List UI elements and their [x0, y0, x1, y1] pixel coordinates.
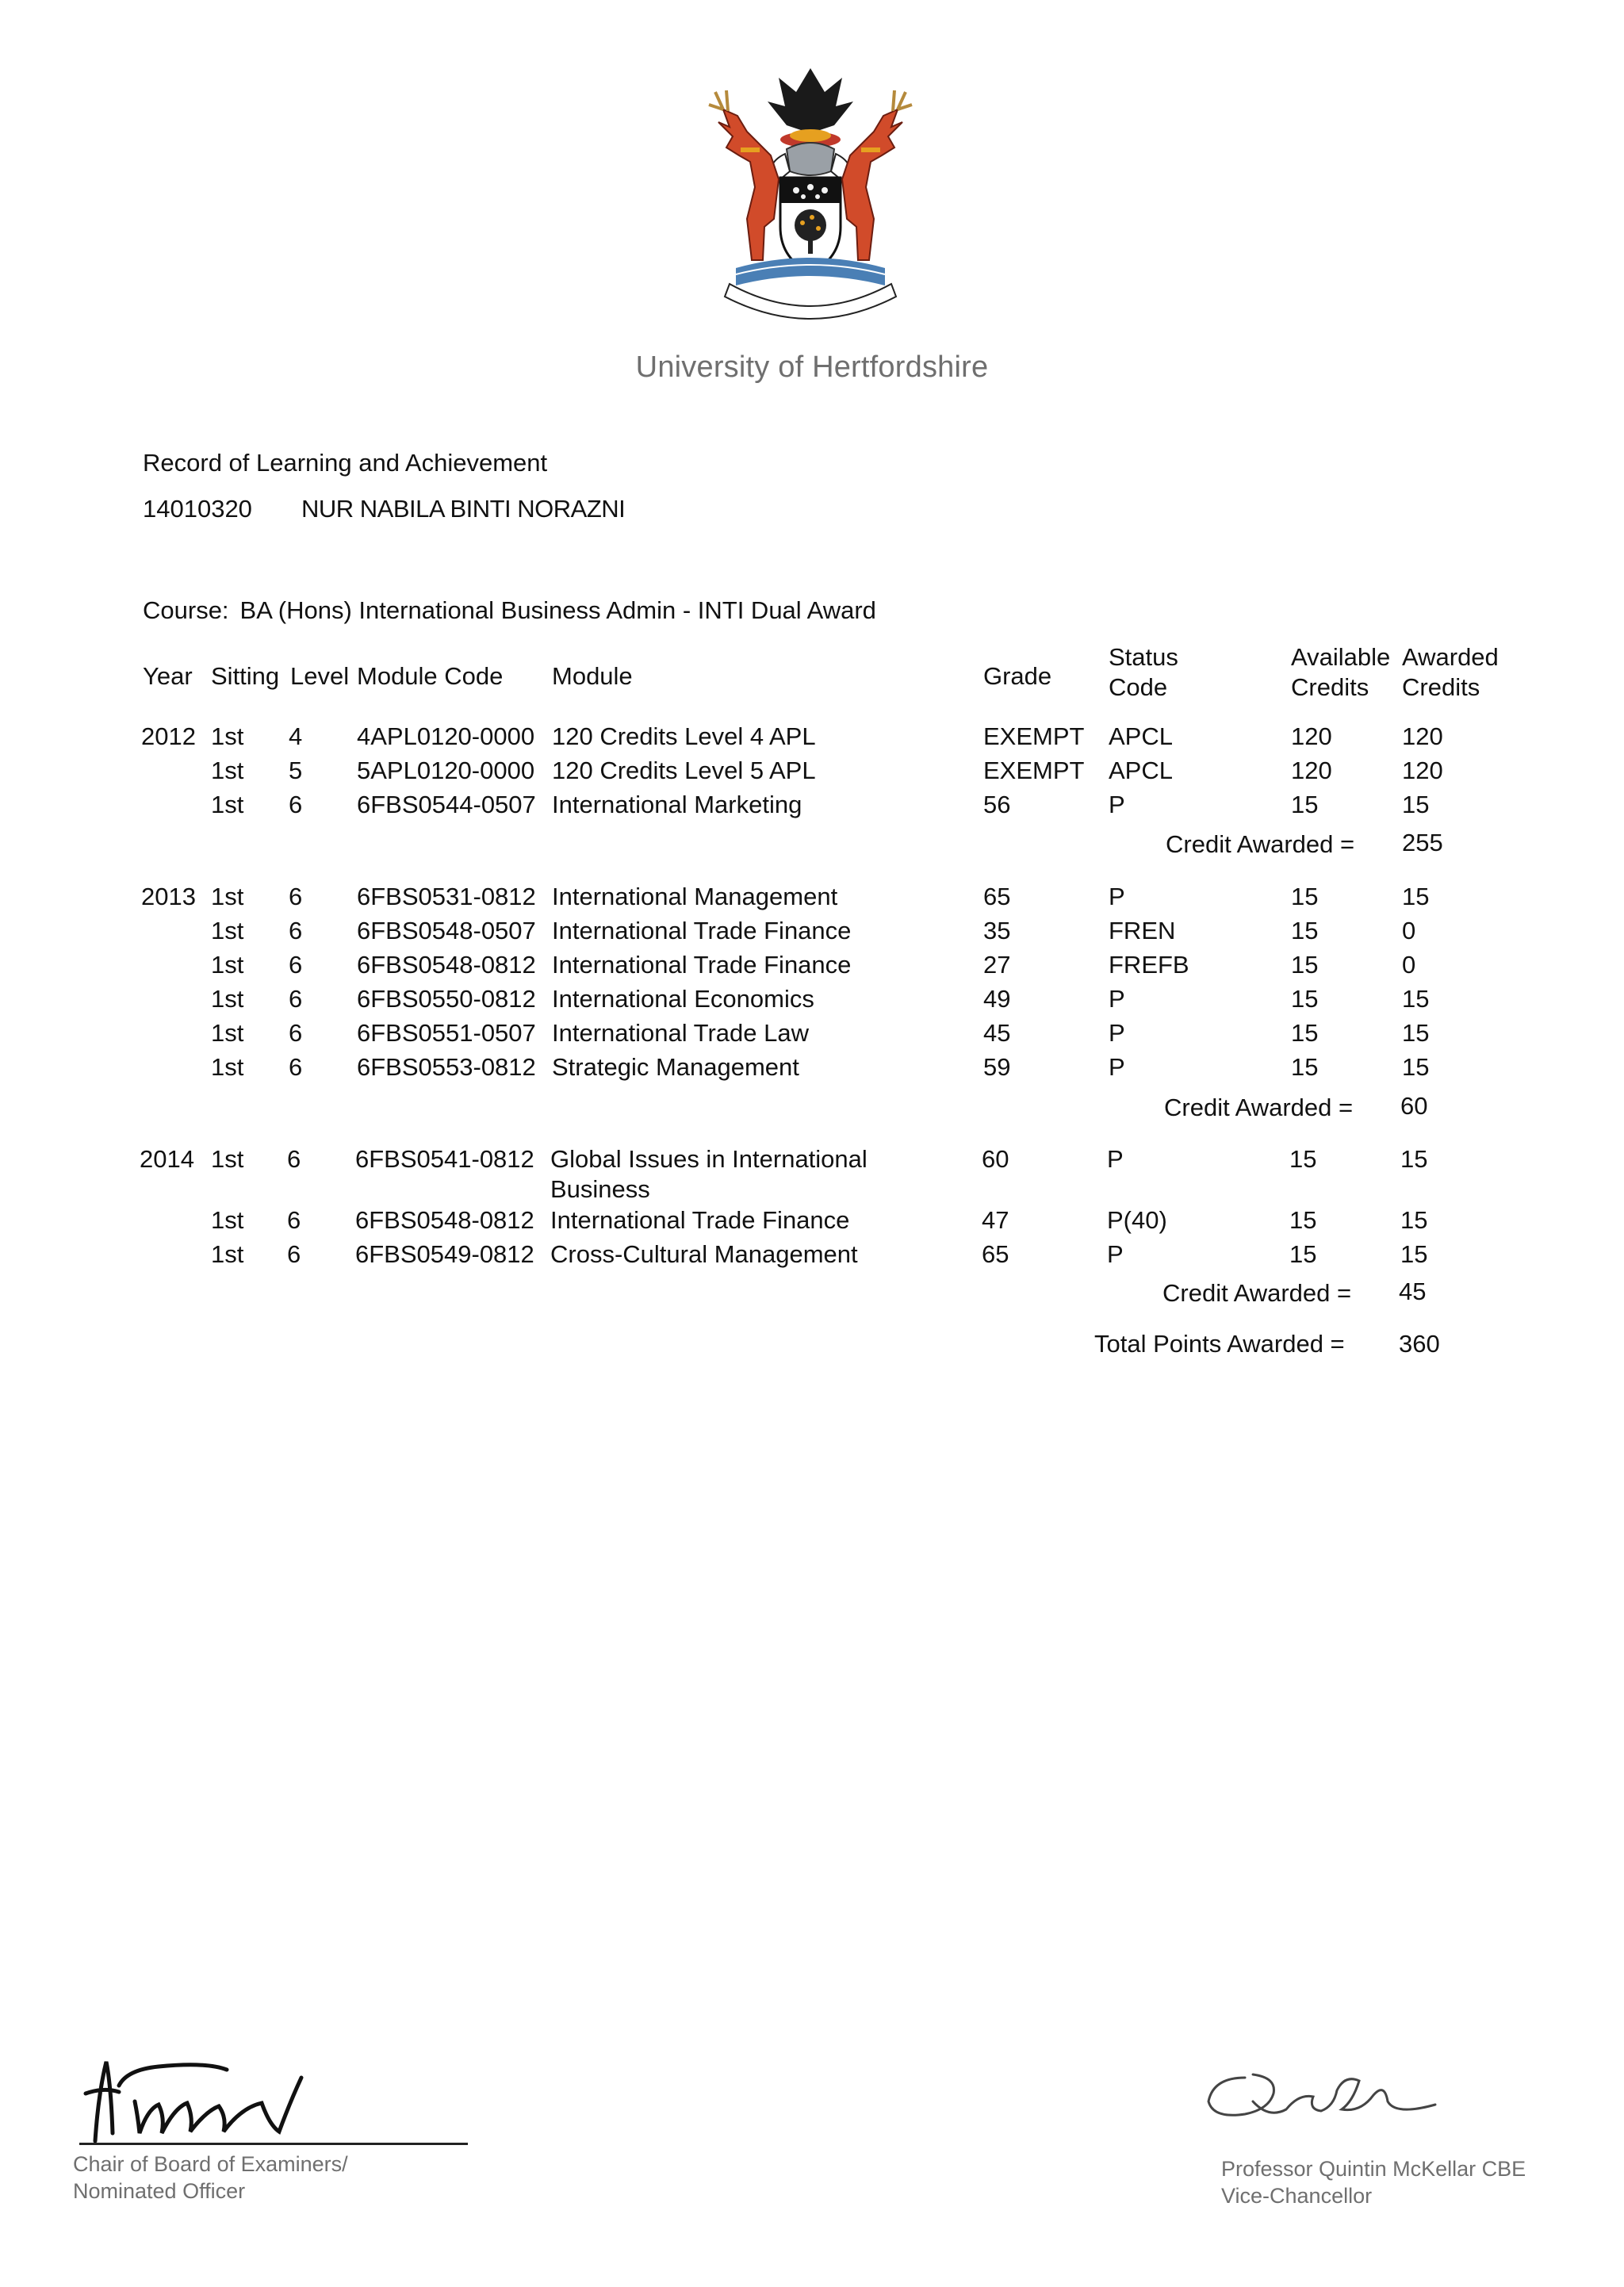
year-2014-label: 2014	[140, 1145, 194, 1173]
cell-status: P	[1109, 1019, 1125, 1047]
cell-module: 120 Credits Level 5 APL	[552, 757, 816, 784]
cell-module-code: 6FBS0548-0812	[357, 951, 536, 979]
credit-awarded-label-2014: Credit Awarded =	[1162, 1279, 1352, 1307]
cell-status: APCL	[1109, 757, 1173, 784]
vice-chancellor-title: Vice-Chancellor	[1221, 2184, 1373, 2208]
header-available-line1: Available	[1291, 643, 1391, 671]
cell-status: FREN	[1109, 917, 1176, 944]
cell-module-code: 6FBS0544-0507	[357, 791, 536, 818]
header-module-code: Module Code	[357, 662, 504, 690]
header-grade: Grade	[983, 662, 1052, 690]
examiner-caption-line2: Nominated Officer	[73, 2179, 246, 2203]
cell-sitting: 1st	[211, 883, 244, 910]
document-title: Record of Learning and Achievement	[143, 449, 548, 477]
cell-grade: 45	[983, 1019, 1011, 1047]
cell-sitting: 1st	[211, 722, 244, 750]
cell-module-code: 6FBS0549-0812	[355, 1240, 534, 1268]
cell-status: P	[1109, 791, 1125, 818]
cell-sitting: 1st	[211, 985, 244, 1013]
header-awarded-line1: Awarded	[1402, 643, 1499, 671]
cell-status: P	[1107, 1145, 1124, 1173]
cell-grade: 56	[983, 791, 1011, 818]
cell-level: 6	[289, 1019, 303, 1047]
cell-awarded-credits: 15	[1400, 1240, 1428, 1268]
cell-module: International Trade Finance	[552, 951, 852, 979]
cell-awarded-credits: 120	[1402, 722, 1443, 750]
examiner-signature	[71, 2038, 484, 2157]
vice-chancellor-caption	[1221, 2155, 1526, 2209]
header-status-line1: Status	[1109, 643, 1178, 671]
university-name: University of Hertfordshire	[635, 351, 989, 384]
cell-sitting: 1st	[211, 757, 244, 784]
examiner-caption-line1: Chair of Board of Examiners/	[73, 2152, 348, 2176]
cell-status: P	[1109, 883, 1125, 910]
cell-module-code: 6FBS0553-0812	[357, 1053, 536, 1081]
student-name: NUR NABILA BINTI NORAZNI	[301, 495, 626, 523]
cell-sitting: 1st	[211, 791, 244, 818]
cell-module-code: 6FBS0548-0812	[355, 1206, 534, 1234]
cell-grade: 59	[983, 1053, 1011, 1081]
cell-awarded-credits: 15	[1400, 1145, 1428, 1173]
cell-sitting: 1st	[211, 1206, 244, 1234]
credit-awarded-value-2013: 60	[1400, 1092, 1428, 1120]
cell-available-credits: 15	[1291, 985, 1319, 1013]
cell-level: 6	[289, 985, 303, 1013]
cell-module-continued: Business	[550, 1175, 650, 1203]
cell-module-code: 6FBS0541-0812	[355, 1145, 534, 1173]
credit-awarded-value-2014: 45	[1399, 1278, 1427, 1305]
cell-available-credits: 15	[1289, 1240, 1317, 1268]
cell-awarded-credits: 120	[1402, 757, 1443, 784]
cell-awarded-credits: 15	[1402, 1019, 1430, 1047]
year-2013-label: 2013	[141, 883, 196, 910]
cell-available-credits: 15	[1291, 1053, 1319, 1081]
header-sitting: Sitting	[211, 662, 280, 690]
cell-available-credits: 15	[1289, 1206, 1317, 1234]
cell-awarded-credits: 15	[1402, 985, 1430, 1013]
vice-chancellor-signature	[1197, 2046, 1467, 2133]
cell-level: 6	[287, 1240, 301, 1268]
cell-awarded-credits: 0	[1402, 917, 1416, 944]
cell-status: FREFB	[1109, 951, 1189, 979]
cell-module: Global Issues in International	[550, 1145, 868, 1173]
cell-module-code: 5APL0120-0000	[357, 757, 535, 784]
cell-module: International Trade Law	[552, 1019, 809, 1047]
cell-module-code: 6FBS0551-0507	[357, 1019, 536, 1047]
course-name: BA (Hons) International Business Admin - INTI Dual Award	[239, 596, 876, 624]
cell-module-code: 6FBS0548-0507	[357, 917, 536, 944]
cell-grade: 65	[982, 1240, 1009, 1268]
cell-grade: 35	[983, 917, 1011, 944]
cell-grade: EXEMPT	[983, 757, 1085, 784]
header-level: Level	[290, 662, 350, 690]
cell-available-credits: 15	[1289, 1145, 1317, 1173]
cell-module-code: 6FBS0550-0812	[357, 985, 536, 1013]
cell-available-credits: 15	[1291, 1019, 1319, 1047]
cell-level: 6	[287, 1206, 301, 1234]
header-module: Module	[552, 662, 633, 690]
cell-status: P(40)	[1107, 1206, 1167, 1234]
total-points-label: Total Points Awarded =	[1094, 1330, 1345, 1358]
cell-level: 5	[289, 757, 303, 784]
university-crest-logo	[691, 60, 929, 330]
course-line	[143, 596, 887, 625]
cell-grade: EXEMPT	[983, 722, 1085, 750]
student-id: 14010320	[143, 495, 252, 523]
year-2012-label: 2012	[141, 722, 196, 750]
cell-level: 6	[289, 791, 303, 818]
cell-module: International Marketing	[552, 791, 802, 818]
cell-grade: 47	[982, 1206, 1009, 1234]
header-available-line2: Credits	[1291, 673, 1369, 701]
cell-module: International Trade Finance	[550, 1206, 850, 1234]
cell-sitting: 1st	[211, 1019, 244, 1047]
cell-level: 6	[289, 883, 303, 910]
cell-module: 120 Credits Level 4 APL	[552, 722, 816, 750]
cell-available-credits: 120	[1291, 722, 1332, 750]
cell-module: International Management	[552, 883, 838, 910]
cell-awarded-credits: 15	[1402, 883, 1430, 910]
cell-available-credits: 15	[1291, 917, 1319, 944]
course-label: Course:	[143, 596, 229, 624]
cell-awarded-credits: 15	[1400, 1206, 1428, 1234]
cell-grade: 65	[983, 883, 1011, 910]
cell-available-credits: 120	[1291, 757, 1332, 784]
cell-grade: 27	[983, 951, 1011, 979]
cell-module-code: 6FBS0531-0812	[357, 883, 536, 910]
cell-grade: 49	[983, 985, 1011, 1013]
cell-status: APCL	[1109, 722, 1173, 750]
cell-grade: 60	[982, 1145, 1009, 1173]
cell-level: 6	[289, 917, 303, 944]
header-awarded-line2: Credits	[1402, 673, 1480, 701]
cell-level: 6	[287, 1145, 301, 1173]
credit-awarded-label-2012: Credit Awarded =	[1166, 830, 1355, 858]
signature-line	[79, 2143, 468, 2145]
cell-sitting: 1st	[211, 917, 244, 944]
cell-available-credits: 15	[1291, 951, 1319, 979]
cell-awarded-credits: 15	[1402, 791, 1430, 818]
cell-sitting: 1st	[211, 1240, 244, 1268]
cell-status: P	[1109, 1053, 1125, 1081]
cell-sitting: 1st	[211, 1053, 244, 1081]
cell-awarded-credits: 0	[1402, 951, 1416, 979]
cell-module: International Economics	[552, 985, 814, 1013]
cell-sitting: 1st	[211, 951, 244, 979]
cell-status: P	[1107, 1240, 1124, 1268]
cell-module: Cross-Cultural Management	[550, 1240, 858, 1268]
cell-module: Strategic Management	[552, 1053, 799, 1081]
cell-available-credits: 15	[1291, 791, 1319, 818]
cell-level: 6	[289, 951, 303, 979]
cell-module: International Trade Finance	[552, 917, 852, 944]
header-status-line2: Code	[1109, 673, 1168, 701]
cell-status: P	[1109, 985, 1125, 1013]
examiner-caption	[73, 2151, 348, 2205]
vice-chancellor-name: Professor Quintin McKellar CBE	[1221, 2157, 1526, 2181]
cell-module-code: 4APL0120-0000	[357, 722, 535, 750]
total-points-value: 360	[1399, 1330, 1440, 1358]
cell-sitting: 1st	[211, 1145, 244, 1173]
cell-level: 4	[289, 722, 303, 750]
cell-awarded-credits: 15	[1402, 1053, 1430, 1081]
credit-awarded-value-2012: 255	[1402, 829, 1443, 856]
credit-awarded-label-2013: Credit Awarded =	[1164, 1094, 1354, 1121]
cell-level: 6	[289, 1053, 303, 1081]
cell-available-credits: 15	[1291, 883, 1319, 910]
header-year: Year	[143, 662, 193, 690]
